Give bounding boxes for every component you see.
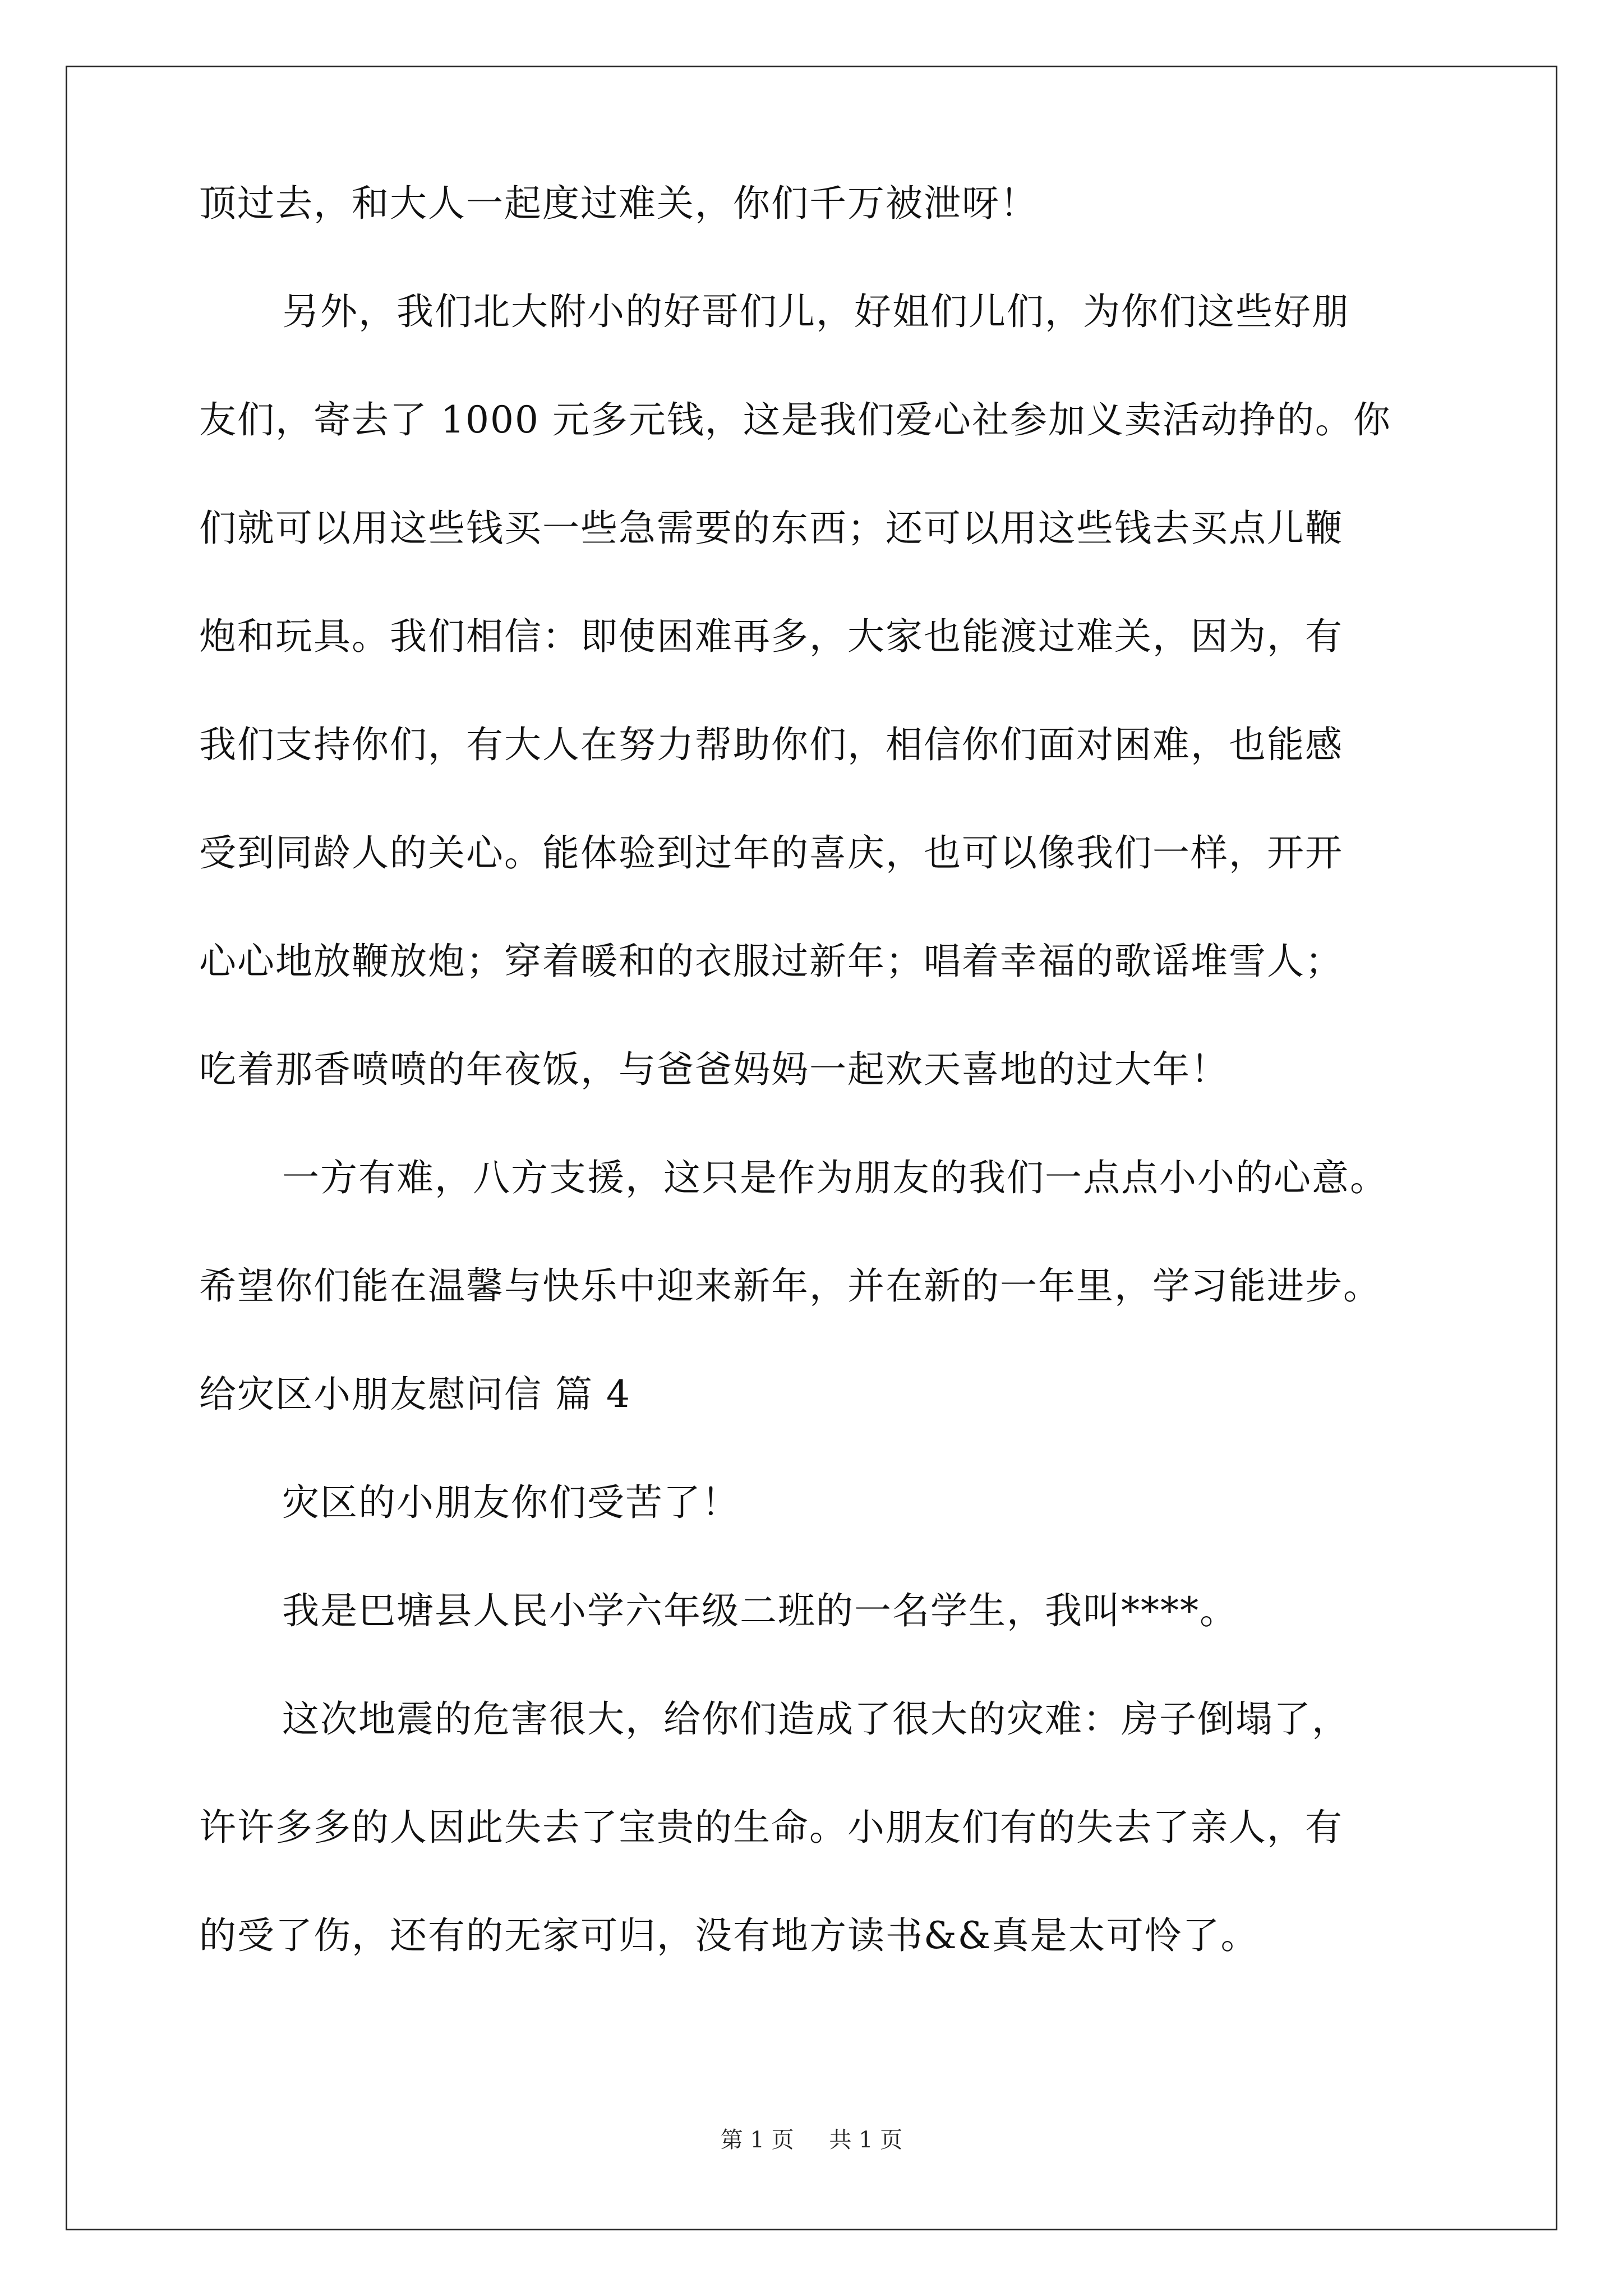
text-line-9: 吃着那香喷喷的年夜饭，与爸爸妈妈一起欢天喜地的过大年！ xyxy=(199,1048,1229,1091)
paragraph-start-10: 一方有难，八方支援，这只是作为朋友的我们一点点小小的心意。 xyxy=(282,1156,1388,1199)
text-line-4: 们就可以用这些钱买一些急需要的东西；还可以用这些钱去买点儿鞭 xyxy=(199,507,1343,550)
paragraph-start-15: 这次地震的危害很大，给你们造成了很大的灾难：房子倒塌了， xyxy=(282,1697,1350,1741)
page-number: 第 1 页 xyxy=(720,2127,794,2153)
text-line-7: 受到同龄人的关心。能体验到过年的喜庆，也可以像我们一样，开开 xyxy=(199,831,1343,875)
text-line-11: 希望你们能在温馨与快乐中迎来新年，并在新的一年里，学习能进步。 xyxy=(199,1264,1381,1308)
page-footer xyxy=(0,2128,1623,2152)
text-line-5: 炮和玩具。我们相信：即使困难再多，大家也能渡过难关，因为，有 xyxy=(199,615,1343,658)
text-line-17: 的受了伤，还有的无家可归，没有地方读书&&真是太可怜了。 xyxy=(199,1914,1259,1957)
text-line-8: 心心地放鞭放炮；穿着暖和的衣服过新年；唱着幸福的歌谣堆雪人； xyxy=(199,940,1343,983)
text-line-16: 许许多多的人因此失去了宝贵的生命。小朋友们有的失去了亲人，有 xyxy=(199,1806,1343,1849)
paragraph-start-13: 灾区的小朋友你们受苦了！ xyxy=(282,1481,740,1524)
paragraph-start-2: 另外，我们北大附小的好哥们儿，好姐们儿们，为你们这些好朋 xyxy=(282,290,1350,333)
paragraph-start-14: 我是巴塘县人民小学六年级二班的一名学生，我叫****。 xyxy=(282,1589,1238,1632)
section-heading: 给灾区小朋友慰问信 篇 4 xyxy=(199,1373,631,1416)
text-line-1: 顶过去，和大人一起度过难关，你们千万被泄呀！ xyxy=(199,182,1038,225)
document-body xyxy=(199,182,1450,2026)
text-line-3: 友们，寄去了 1000 元多元钱，这是我们爱心社参加义卖活动挣的。你 xyxy=(199,398,1391,441)
text-line-6: 我们支持你们，有大人在努力帮助你们，相信你们面对困难，也能感 xyxy=(199,723,1343,766)
page-total: 共 1 页 xyxy=(829,2127,903,2153)
